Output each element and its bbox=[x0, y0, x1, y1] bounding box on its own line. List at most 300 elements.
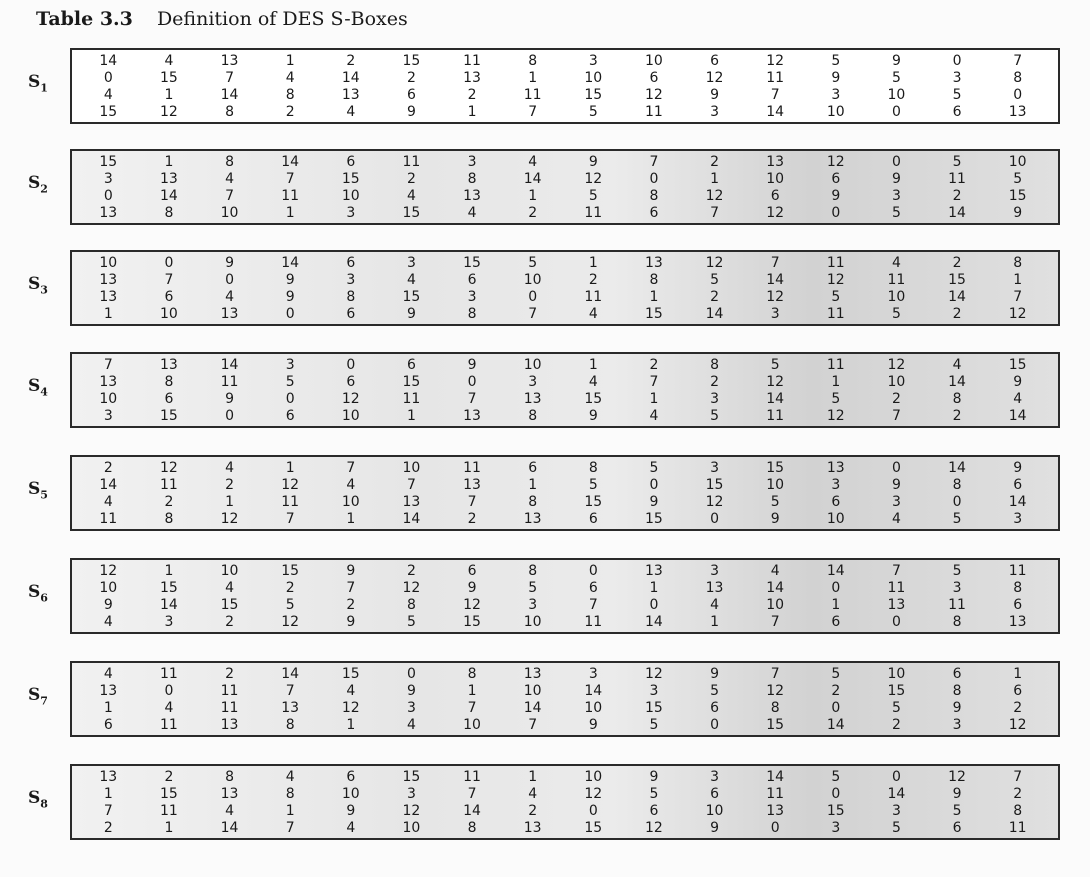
sbox-cell: 3 bbox=[406, 786, 416, 802]
sbox-cell: 14 bbox=[948, 374, 966, 390]
sbox-cell: 13 bbox=[523, 391, 542, 407]
sbox-2 bbox=[0, 149, 1090, 229]
sbox-cell: 15 bbox=[887, 683, 906, 699]
sbox-cell: 10 bbox=[826, 104, 845, 120]
sbox-cell: 15 bbox=[584, 494, 603, 510]
sbox-cell: 1 bbox=[528, 70, 538, 86]
sbox-cell: 11 bbox=[220, 374, 239, 390]
sbox-cell: 2 bbox=[406, 563, 416, 579]
sbox-cell: 0 bbox=[1013, 87, 1023, 103]
sbox-cell: 4 bbox=[164, 53, 174, 69]
sbox-cell: 4 bbox=[225, 460, 235, 476]
sbox-cell: 1 bbox=[528, 769, 538, 785]
sbox-cell: 11 bbox=[523, 87, 542, 103]
sbox-cell: 2 bbox=[710, 289, 720, 305]
sbox-cell: 9 bbox=[406, 104, 416, 120]
sbox-cell: 1 bbox=[285, 53, 295, 69]
sbox-cell: 1 bbox=[1013, 272, 1023, 288]
sbox-cell: 2 bbox=[467, 87, 477, 103]
sbox-cell: 1 bbox=[831, 597, 841, 613]
sbox-cell: 11 bbox=[887, 272, 906, 288]
sbox-cell: 10 bbox=[160, 306, 178, 322]
sbox-cell: 6 bbox=[952, 666, 962, 682]
sbox-cell: 2 bbox=[528, 803, 538, 819]
sbox-cell: 15 bbox=[402, 769, 421, 785]
sbox-cell: 13 bbox=[281, 700, 300, 716]
sbox-label: $S_5$ bbox=[28, 479, 48, 502]
sbox-cell: 11 bbox=[160, 666, 178, 682]
sbox-cell: 15 bbox=[402, 374, 421, 390]
sbox-cell: 9 bbox=[710, 820, 720, 836]
sbox-cell: 12 bbox=[826, 272, 845, 288]
sbox-cell: 11 bbox=[463, 769, 481, 785]
sbox-cell: 5 bbox=[831, 53, 841, 69]
sbox-cell: 8 bbox=[225, 104, 235, 120]
sbox-cell: 7 bbox=[528, 306, 538, 322]
sbox-cell: 1 bbox=[164, 154, 174, 170]
sbox-cell: 2 bbox=[285, 580, 295, 596]
sbox-cell: 4 bbox=[528, 786, 538, 802]
sbox-cell: 15 bbox=[160, 70, 178, 86]
sbox-cell: 10 bbox=[341, 188, 360, 204]
sbox-cell: 5 bbox=[952, 803, 962, 819]
sbox-cell: 0 bbox=[891, 104, 901, 120]
sbox-cell: 3 bbox=[952, 717, 962, 733]
sbox-cell: 14 bbox=[523, 171, 542, 187]
sbox-cell: 9 bbox=[770, 511, 780, 527]
sbox-cell: 14 bbox=[341, 70, 360, 86]
sbox-cell: 8 bbox=[952, 477, 962, 493]
sbox-cell: 10 bbox=[523, 614, 542, 630]
sbox-cell: 9 bbox=[831, 188, 841, 204]
sbox-cell: 5 bbox=[952, 87, 962, 103]
sbox-cell: 11 bbox=[1008, 563, 1027, 579]
sbox-frame bbox=[70, 558, 1060, 634]
sbox-cell: 10 bbox=[766, 477, 785, 493]
sbox-cell: 13 bbox=[1008, 104, 1027, 120]
sbox-cell: 12 bbox=[402, 580, 421, 596]
sbox-cell: 7 bbox=[467, 700, 477, 716]
sbox-cell: 2 bbox=[710, 374, 720, 390]
sbox-cell: 14 bbox=[948, 460, 966, 476]
sbox-cell: 8 bbox=[467, 666, 477, 682]
sbox-cell: 10 bbox=[766, 597, 785, 613]
sbox-cell: 0 bbox=[891, 154, 901, 170]
sbox-cell: 3 bbox=[952, 70, 962, 86]
sbox-cell: 2 bbox=[952, 408, 962, 424]
sbox-cell: 0 bbox=[649, 477, 659, 493]
sbox-cell: 10 bbox=[705, 803, 724, 819]
sbox-cell: 4 bbox=[225, 289, 235, 305]
sbox-cell: 9 bbox=[1013, 205, 1023, 221]
sbox-cell: 8 bbox=[285, 786, 295, 802]
sbox-cell: 6 bbox=[164, 391, 174, 407]
sbox-cell: 2 bbox=[406, 70, 416, 86]
sbox-frame bbox=[70, 48, 1060, 124]
sbox-cell: 5 bbox=[770, 494, 780, 510]
sbox-cell: 13 bbox=[1008, 614, 1027, 630]
sbox-5 bbox=[0, 455, 1090, 535]
sbox-cell: 15 bbox=[1008, 188, 1027, 204]
sbox-cell: 3 bbox=[467, 154, 477, 170]
sbox-cell: 10 bbox=[99, 580, 118, 596]
sbox-cell: 7 bbox=[528, 104, 538, 120]
sbox-cell: 11 bbox=[766, 408, 785, 424]
sbox-cell: 8 bbox=[1013, 70, 1023, 86]
sbox-cell: 7 bbox=[225, 188, 235, 204]
sbox-cell: 2 bbox=[164, 769, 174, 785]
sbox-cell: 2 bbox=[225, 477, 235, 493]
sbox-cell: 0 bbox=[406, 666, 416, 682]
sbox-cell: 9 bbox=[588, 154, 598, 170]
sbox-cell: 10 bbox=[584, 700, 603, 716]
sbox-cell: 2 bbox=[225, 666, 235, 682]
sbox-cell: 10 bbox=[887, 289, 906, 305]
sbox-cell: 11 bbox=[948, 597, 966, 613]
sbox-cell: 2 bbox=[225, 614, 235, 630]
sbox-cell: 0 bbox=[831, 700, 841, 716]
sbox-cell: 15 bbox=[402, 53, 421, 69]
sbox-cell: 14 bbox=[584, 683, 603, 699]
sbox-cell: 15 bbox=[645, 511, 663, 527]
sbox-cell: 13 bbox=[341, 87, 360, 103]
sbox-cell: 9 bbox=[891, 171, 901, 187]
sbox-cell: 4 bbox=[649, 408, 659, 424]
sbox-cell: 3 bbox=[710, 460, 720, 476]
sbox-cell: 7 bbox=[1013, 53, 1023, 69]
sbox-cell: 11 bbox=[160, 717, 178, 733]
sbox-cell: 11 bbox=[99, 511, 118, 527]
sbox-cell: 4 bbox=[285, 70, 295, 86]
sbox-cell: 15 bbox=[402, 205, 421, 221]
sbox-cell: 14 bbox=[766, 769, 785, 785]
sbox-cell: 13 bbox=[463, 477, 481, 493]
sbox-cell: 14 bbox=[402, 511, 421, 527]
sbox-cell: 14 bbox=[766, 272, 785, 288]
sbox-cell: 8 bbox=[528, 408, 538, 424]
sbox-cell: 1 bbox=[285, 460, 295, 476]
sbox-cell: 0 bbox=[103, 188, 113, 204]
sbox-cell: 6 bbox=[649, 803, 659, 819]
sbox-cell: 12 bbox=[584, 171, 603, 187]
sbox-cell: 12 bbox=[766, 683, 785, 699]
sbox-cell: 1 bbox=[649, 580, 659, 596]
sbox-cell: 14 bbox=[99, 53, 118, 69]
sbox-cell: 2 bbox=[103, 820, 113, 836]
sbox-cell: 1 bbox=[285, 205, 295, 221]
sbox-cell: 13 bbox=[766, 154, 785, 170]
sbox-cell: 0 bbox=[710, 511, 720, 527]
sbox-cell: 10 bbox=[584, 769, 603, 785]
sbox-cell: 15 bbox=[341, 666, 360, 682]
sbox-cell: 2 bbox=[831, 683, 841, 699]
sbox-cell: 15 bbox=[1008, 357, 1027, 373]
sbox-cell: 14 bbox=[281, 255, 300, 271]
sbox-cell: 9 bbox=[649, 494, 659, 510]
sbox-cell: 5 bbox=[285, 597, 295, 613]
sbox-cell: 8 bbox=[164, 511, 174, 527]
sbox-cell: 9 bbox=[831, 70, 841, 86]
sbox-cell: 2 bbox=[588, 272, 598, 288]
sbox-cell: 11 bbox=[645, 104, 663, 120]
sbox-cell: 15 bbox=[705, 477, 724, 493]
sbox-cell: 1 bbox=[164, 820, 174, 836]
sbox-cell: 3 bbox=[770, 306, 780, 322]
sbox-cell: 13 bbox=[766, 803, 785, 819]
sbox-cell: 11 bbox=[584, 614, 603, 630]
sbox-cell: 3 bbox=[952, 580, 962, 596]
sbox-cell: 0 bbox=[285, 391, 295, 407]
sbox-cell: 6 bbox=[346, 306, 356, 322]
sbox-cell: 10 bbox=[523, 357, 542, 373]
sbox-cell: 8 bbox=[406, 597, 416, 613]
sbox-cell: 10 bbox=[220, 563, 239, 579]
sbox-cell: 7 bbox=[285, 171, 295, 187]
sbox-cell: 10 bbox=[887, 666, 906, 682]
sbox-cell: 8 bbox=[467, 820, 477, 836]
sbox-cell: 1 bbox=[346, 511, 356, 527]
sbox-cell: 6 bbox=[103, 717, 113, 733]
sbox-cell: 8 bbox=[952, 683, 962, 699]
sbox-cell: 12 bbox=[645, 87, 663, 103]
sbox-cell: 9 bbox=[346, 614, 356, 630]
sbox-cell: 9 bbox=[952, 700, 962, 716]
sbox-cell: 5 bbox=[528, 255, 538, 271]
sbox-cell: 2 bbox=[285, 104, 295, 120]
sbox-cell: 8 bbox=[952, 391, 962, 407]
sbox-cell: 15 bbox=[463, 614, 481, 630]
sbox-cell: 2 bbox=[467, 511, 477, 527]
sbox-cell: 14 bbox=[826, 717, 845, 733]
sbox-cell: 6 bbox=[528, 460, 538, 476]
sbox-cell: 11 bbox=[402, 391, 421, 407]
sbox-cell: 5 bbox=[285, 374, 295, 390]
sbox-cell: 6 bbox=[710, 53, 720, 69]
sbox-cell: 8 bbox=[225, 769, 235, 785]
sbox-cell: 11 bbox=[887, 580, 906, 596]
sbox-cell: 13 bbox=[99, 289, 118, 305]
sbox-cell: 14 bbox=[160, 188, 178, 204]
sbox-cell: 10 bbox=[463, 717, 481, 733]
sbox-cell: 15 bbox=[402, 289, 421, 305]
sbox-cell: 6 bbox=[588, 511, 598, 527]
sbox-cell: 9 bbox=[588, 408, 598, 424]
sbox-cell: 10 bbox=[523, 683, 542, 699]
sbox-cell: 8 bbox=[649, 272, 659, 288]
sbox-cell: 12 bbox=[705, 70, 724, 86]
sbox-cell: 8 bbox=[285, 87, 295, 103]
sbox-cell: 6 bbox=[346, 374, 356, 390]
sbox-cell: 12 bbox=[99, 563, 118, 579]
sbox-cell: 13 bbox=[99, 272, 118, 288]
sbox-cell: 9 bbox=[1013, 374, 1023, 390]
sbox-cell: 3 bbox=[831, 477, 841, 493]
sbox-cell: 14 bbox=[766, 104, 785, 120]
sbox-cell: 13 bbox=[463, 188, 481, 204]
sbox-cell: 5 bbox=[649, 717, 659, 733]
sbox-cell: 2 bbox=[649, 357, 659, 373]
sbox-cell: 2 bbox=[103, 460, 113, 476]
sbox-cell: 14 bbox=[645, 614, 663, 630]
sbox-cell: 8 bbox=[528, 53, 538, 69]
sbox-cell: 0 bbox=[225, 408, 235, 424]
sbox-cell: 7 bbox=[467, 786, 477, 802]
sbox-cell: 5 bbox=[831, 391, 841, 407]
sbox-cell: 8 bbox=[1013, 580, 1023, 596]
sbox-cell: 4 bbox=[164, 700, 174, 716]
sbox-cell: 11 bbox=[584, 289, 603, 305]
sbox-cell: 15 bbox=[584, 87, 603, 103]
sbox-cell: 10 bbox=[645, 53, 663, 69]
sbox-cell: 4 bbox=[346, 104, 356, 120]
sbox-cell: 3 bbox=[285, 357, 295, 373]
sbox-frame bbox=[70, 149, 1060, 225]
sbox-cell: 2 bbox=[952, 255, 962, 271]
sbox-cell: 1 bbox=[164, 87, 174, 103]
sbox-cell: 2 bbox=[346, 597, 356, 613]
sbox-cell: 1 bbox=[528, 477, 538, 493]
sbox-cell: 4 bbox=[406, 188, 416, 204]
sbox-cell: 4 bbox=[346, 477, 356, 493]
sbox-cell: 13 bbox=[99, 374, 118, 390]
sbox-cell: 13 bbox=[99, 769, 118, 785]
sbox-cell: 15 bbox=[341, 171, 360, 187]
sbox-cell: 1 bbox=[588, 357, 598, 373]
sbox-cell: 1 bbox=[467, 104, 477, 120]
sbox-cell: 14 bbox=[160, 597, 178, 613]
sbox-cell: 12 bbox=[281, 477, 300, 493]
sbox-cell: 8 bbox=[164, 374, 174, 390]
sbox-cell: 6 bbox=[710, 700, 720, 716]
sbox-cell: 1 bbox=[467, 683, 477, 699]
sbox-cell: 15 bbox=[99, 154, 118, 170]
sbox-cell: 7 bbox=[1013, 769, 1023, 785]
sbox-cell: 4 bbox=[225, 171, 235, 187]
sbox-cell: 14 bbox=[463, 803, 481, 819]
sbox-cell: 11 bbox=[220, 683, 239, 699]
sbox-cell: 1 bbox=[103, 786, 113, 802]
sbox-cell: 5 bbox=[891, 70, 901, 86]
sbox-cell: 7 bbox=[103, 357, 113, 373]
sbox-cell: 6 bbox=[831, 614, 841, 630]
sbox-cell: 4 bbox=[1013, 391, 1023, 407]
sbox-cell: 6 bbox=[467, 272, 477, 288]
sbox-cell: 10 bbox=[402, 460, 421, 476]
sbox-cell: 9 bbox=[891, 53, 901, 69]
sbox-cell: 8 bbox=[225, 154, 235, 170]
sbox-cell: 9 bbox=[710, 87, 720, 103]
sbox-cell: 8 bbox=[346, 289, 356, 305]
sbox-cell: 14 bbox=[766, 391, 785, 407]
sbox-cell: 1 bbox=[649, 289, 659, 305]
sbox-cell: 10 bbox=[341, 786, 360, 802]
sbox-cell: 15 bbox=[160, 408, 178, 424]
sbox-cell: 9 bbox=[406, 306, 416, 322]
sbox-cell: 7 bbox=[649, 374, 659, 390]
sbox-cell: 0 bbox=[588, 563, 598, 579]
sbox-cell: 14 bbox=[1008, 408, 1027, 424]
sbox-cell: 12 bbox=[584, 786, 603, 802]
sbox-cell: 7 bbox=[225, 70, 235, 86]
sbox-cell: 3 bbox=[710, 391, 720, 407]
sbox-cell: 3 bbox=[831, 820, 841, 836]
sbox-label: $S_1$ bbox=[28, 72, 48, 95]
sbox-cell: 1 bbox=[528, 188, 538, 204]
sbox-cell: 7 bbox=[467, 391, 477, 407]
sbox-cell: 11 bbox=[766, 70, 785, 86]
sbox-frame bbox=[70, 352, 1060, 428]
sbox-cell: 6 bbox=[649, 70, 659, 86]
sbox-cell: 1 bbox=[225, 494, 235, 510]
sbox-cell: 9 bbox=[952, 786, 962, 802]
sbox-cell: 13 bbox=[220, 717, 239, 733]
sbox-cell: 6 bbox=[710, 786, 720, 802]
sbox-cell: 6 bbox=[1013, 597, 1023, 613]
sbox-cell: 3 bbox=[891, 188, 901, 204]
sbox-8 bbox=[0, 764, 1090, 844]
sbox-cell: 2 bbox=[1013, 786, 1023, 802]
sbox-cell: 7 bbox=[770, 255, 780, 271]
sbox-cell: 4 bbox=[225, 580, 235, 596]
sbox-cell: 0 bbox=[467, 374, 477, 390]
table-title: Definition of DES S-Boxes bbox=[156, 8, 408, 30]
sbox-cell: 7 bbox=[346, 580, 356, 596]
sbox-cell: 7 bbox=[346, 460, 356, 476]
sbox-cell: 5 bbox=[528, 580, 538, 596]
sbox-cell: 7 bbox=[528, 717, 538, 733]
sbox-cell: 8 bbox=[710, 357, 720, 373]
sbox-cell: 14 bbox=[220, 820, 239, 836]
sbox-cell: 14 bbox=[705, 306, 724, 322]
sbox-cell: 15 bbox=[220, 597, 239, 613]
sbox-cell: 0 bbox=[952, 53, 962, 69]
sbox-cell: 12 bbox=[766, 289, 785, 305]
sbox-cell: 12 bbox=[160, 104, 178, 120]
sbox-cell: 14 bbox=[281, 666, 300, 682]
sbox-cell: 9 bbox=[225, 255, 235, 271]
sbox-cell: 8 bbox=[649, 188, 659, 204]
sbox-cell: 0 bbox=[891, 460, 901, 476]
sbox-cell: 1 bbox=[164, 563, 174, 579]
sbox-cell: 5 bbox=[588, 104, 598, 120]
sbox-cell: 9 bbox=[225, 391, 235, 407]
sbox-grid bbox=[78, 357, 1048, 423]
sbox-cell: 10 bbox=[584, 70, 603, 86]
sbox-cell: 10 bbox=[341, 494, 360, 510]
sbox-cell: 10 bbox=[402, 820, 421, 836]
sbox-cell: 4 bbox=[710, 597, 720, 613]
sbox-cell: 11 bbox=[948, 171, 966, 187]
sbox-cell: 11 bbox=[160, 803, 178, 819]
sbox-cell: 12 bbox=[766, 53, 785, 69]
sbox-3 bbox=[0, 250, 1090, 330]
sbox-cell: 4 bbox=[346, 820, 356, 836]
sbox-cell: 5 bbox=[710, 408, 720, 424]
sbox-cell: 8 bbox=[1013, 803, 1023, 819]
sbox-cell: 14 bbox=[99, 477, 118, 493]
sbox-cell: 6 bbox=[406, 87, 416, 103]
sbox-cell: 15 bbox=[463, 255, 481, 271]
sbox-cell: 10 bbox=[887, 87, 906, 103]
sbox-cell: 7 bbox=[285, 511, 295, 527]
sbox-cell: 15 bbox=[584, 820, 603, 836]
sbox-cell: 4 bbox=[103, 614, 113, 630]
sbox-cell: 3 bbox=[710, 563, 720, 579]
sbox-cell: 13 bbox=[705, 580, 724, 596]
sbox-cell: 0 bbox=[346, 357, 356, 373]
sbox-cell: 9 bbox=[467, 580, 477, 596]
sbox-cell: 1 bbox=[1013, 666, 1023, 682]
